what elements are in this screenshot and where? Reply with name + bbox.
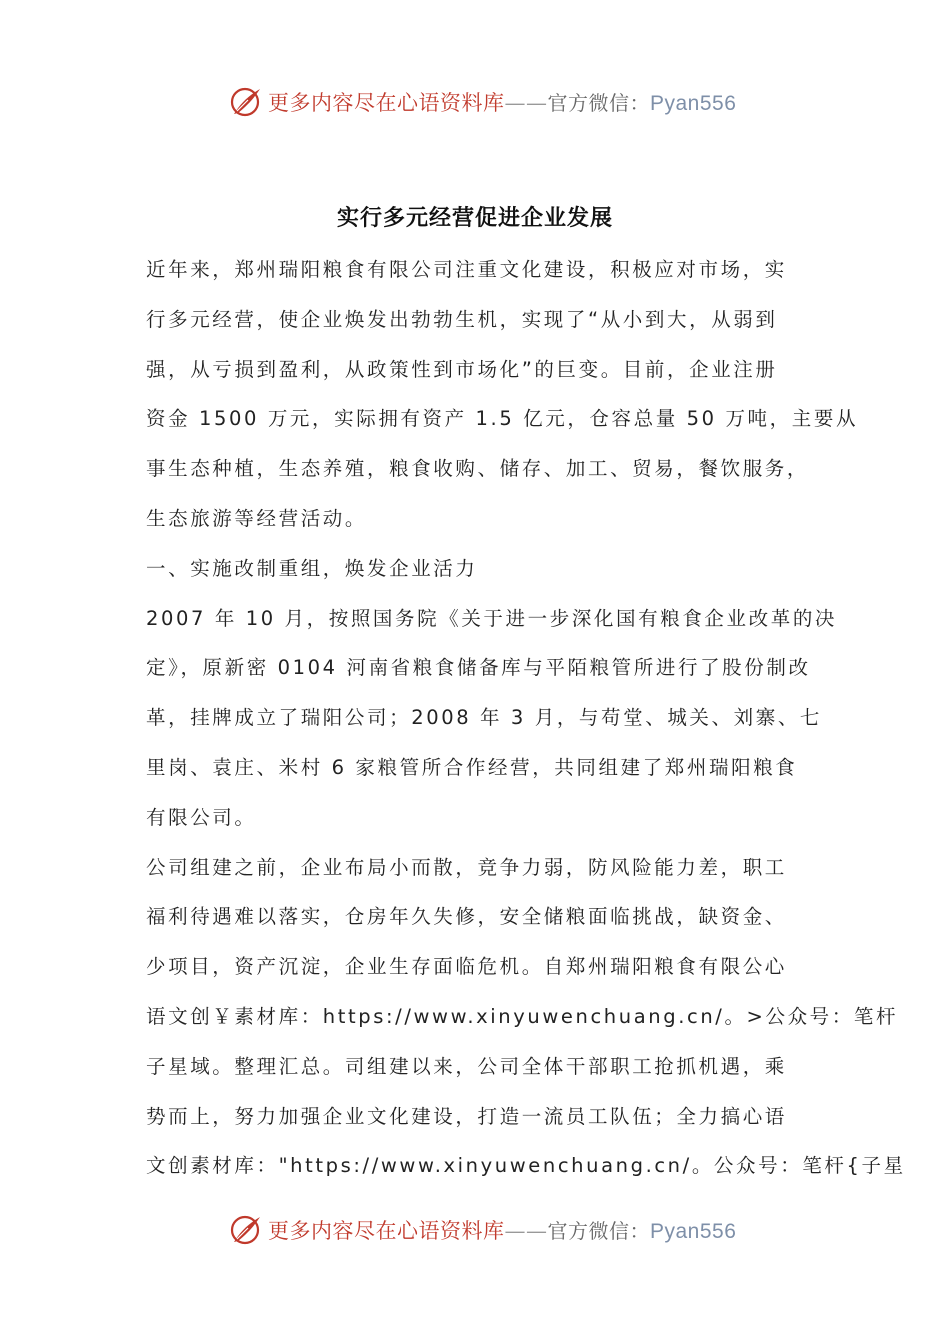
banner-wechat-id: Pyan556 bbox=[650, 92, 737, 115]
document-body bbox=[146, 245, 906, 1191]
banner-dash: —— bbox=[504, 91, 548, 115]
footer-watermark-banner bbox=[228, 1210, 748, 1250]
body-line: 势而上，努力加强企业文化建设，打造一流员工队伍；全力搞心语 bbox=[146, 1104, 787, 1128]
body-line: 生态旅游等经营活动。 bbox=[146, 506, 368, 530]
body-line: 强，从亏损到盈利，从政策性到市场化”的巨变。目前，企业注册 bbox=[146, 357, 778, 381]
body-line: 行多元经营，使企业焕发出勃勃生机，实现了“从小到大，从弱到 bbox=[146, 307, 778, 331]
quill-logo-icon bbox=[228, 1212, 264, 1248]
banner-text bbox=[268, 87, 736, 117]
body-line: 公司组建之前，企业布局小而散，竞争力弱，防风险能力差，职工 bbox=[146, 855, 787, 879]
header-watermark-banner bbox=[228, 82, 748, 122]
body-line: 有限公司。 bbox=[146, 805, 257, 829]
banner-text bbox=[268, 1215, 736, 1245]
body-line: 少项目，资产沉淀，企业生存面临危机。自郑州瑞阳粮食有限公心 bbox=[146, 955, 787, 979]
body-line: 定》，原新密 0104 河南省粮食储备库与平陌粮管所进行了股份制改 bbox=[146, 656, 811, 680]
body-line: 语文创￥素材库：https://www.xinyuwenchuang.cn/。>公众号：笔杆 bbox=[146, 1004, 899, 1028]
body-line: 里岗、袁庄、米村 6 家粮管所合作经营，共同组建了郑州瑞阳粮食 bbox=[146, 755, 798, 779]
banner-wechat-id: Pyan556 bbox=[650, 1220, 737, 1243]
body-line: 福利待遇难以落实，仓房年久失修，安全储粮面临挑战，缺资金、 bbox=[146, 905, 787, 929]
banner-wechat-label: 官方微信： bbox=[547, 91, 650, 115]
body-line: 文创素材库："https://www.xinyuwenchuang.cn/。公众号：笔杆{子星 bbox=[146, 1154, 906, 1178]
document-title: 实行多元经营促进企业发展 bbox=[336, 206, 613, 231]
body-line: 事生态种植，生态养殖，粮食收购、储存、加工、贸易，餐饮服务， bbox=[146, 457, 810, 481]
quill-logo-icon bbox=[228, 84, 264, 120]
body-line: 革，挂牌成立了瑞阳公司；2008 年 3 月，与苟堂、城关、刘寨、七 bbox=[146, 706, 823, 730]
banner-main-text: 更多内容尽在心语资料库 bbox=[268, 1219, 505, 1243]
banner-main-text: 更多内容尽在心语资料库 bbox=[268, 91, 505, 115]
body-line: 近年来，郑州瑞阳粮食有限公司注重文化建设，积极应对市场，实 bbox=[146, 258, 787, 281]
banner-wechat-label: 官方微信： bbox=[547, 1219, 650, 1243]
body-line: 2007 年 10 月，按照国务院《关于进一步深化国有粮食企业改革的决 bbox=[146, 606, 838, 630]
body-line: 子星域。整理汇总。司组建以来，公司全体干部职工抢抓机遇，乘 bbox=[146, 1054, 787, 1078]
section-heading: 一、实施改制重组，焕发企业活力 bbox=[146, 556, 478, 580]
body-line: 资金 1500 万元，实际拥有资产 1.5 亿元，仓容总量 50 万吨，主要从 bbox=[146, 407, 859, 431]
banner-dash: —— bbox=[504, 1219, 548, 1243]
